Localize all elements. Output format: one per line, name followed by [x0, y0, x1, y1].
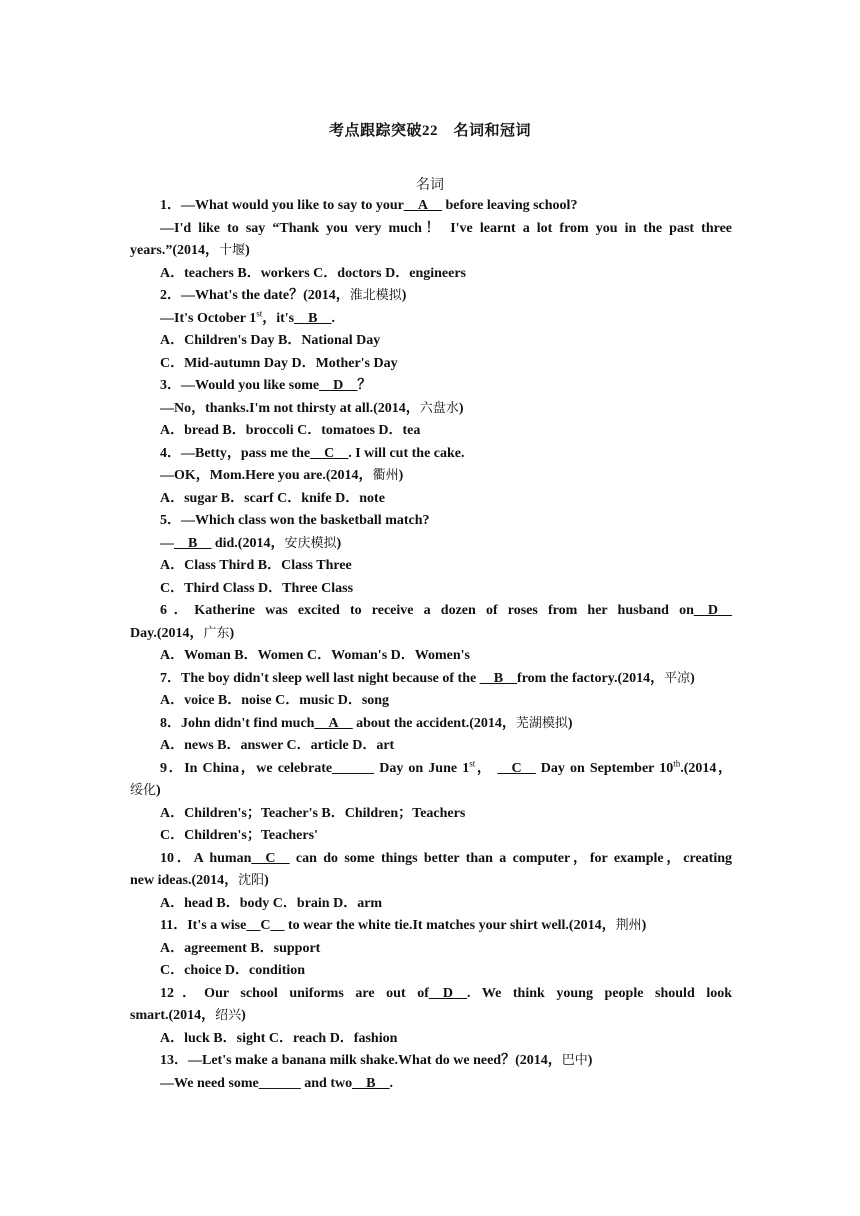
question-text: 7．The boy didn't sleep well last night because of the	[160, 670, 480, 686]
question-text: C．Mid-autumn Day D．Mother's Day	[160, 355, 398, 371]
question-text: )	[690, 670, 695, 686]
source-location: 荆州	[615, 918, 642, 933]
question-line	[130, 1050, 732, 1073]
source-location: 芜湖模拟	[515, 715, 568, 731]
question-text: —No，thanks.I'm not thirsty at all.(2014，	[160, 400, 420, 416]
question-line	[130, 668, 732, 691]
question-text: )	[245, 243, 250, 258]
question-text: .	[331, 310, 335, 326]
question-line	[130, 870, 732, 893]
question-text: smart.(2014，	[130, 1008, 216, 1023]
question-item	[130, 600, 732, 668]
question-item	[130, 915, 732, 983]
question-text: )	[264, 873, 269, 888]
question-text: years.”(2014，	[130, 243, 220, 258]
question-text: 1．—What would you like to say to your	[160, 198, 404, 213]
section-heading: 名词	[416, 178, 444, 193]
question-line	[130, 915, 732, 938]
question-text: A．teachers B．workers C．doctors D．engineers	[160, 265, 466, 281]
question-text: 4．—Betty，pass me the	[160, 445, 311, 461]
answer-blank: __A__	[314, 715, 353, 731]
source-location: 衢州	[372, 468, 399, 483]
question-text: —	[160, 535, 174, 551]
question-text: 10．A human	[160, 850, 252, 866]
answer-blank: __B__	[352, 1075, 390, 1091]
question-text: —It's October 1st，it's	[160, 307, 295, 326]
source-location: 绥化	[130, 783, 157, 798]
question-item	[130, 443, 732, 511]
question-line	[130, 353, 732, 376]
question-line	[130, 465, 732, 488]
source-location: 沈阳	[238, 873, 265, 888]
question-text: )	[398, 468, 404, 483]
question-text: 12．Our school uniforms are out of	[160, 985, 429, 1001]
question-line	[130, 893, 732, 916]
question-line	[130, 983, 732, 1006]
question-line	[130, 218, 732, 241]
question-line	[130, 600, 732, 623]
question-item	[130, 713, 732, 758]
question-text: C．Third Class D．Three Class	[160, 580, 354, 596]
question-line	[130, 443, 732, 466]
answer-blank: __D__	[693, 603, 732, 618]
question-item	[130, 375, 732, 443]
question-text: can do some things better than a computer，for example，creating	[289, 850, 733, 866]
question-text: A．sugar B．scarf C．knife D．note	[160, 490, 385, 506]
question-item	[130, 668, 732, 713]
answer-blank: __B__	[294, 310, 332, 326]
question-line	[130, 960, 732, 983]
question-text: A．head B．body C．brain D．arm	[160, 895, 383, 911]
question-text: A．Woman B．Women C．Woman's D．Women's	[160, 648, 470, 663]
question-text: —I'd like to say “Thank you very much！ I've learnt a lot from you in the past three	[160, 220, 732, 236]
question-text: C．choice D．condition	[160, 963, 306, 978]
question-text: about the accident.(2014，	[352, 715, 516, 731]
question-text: from the factory.(2014，	[517, 670, 665, 686]
source-location: 绍兴	[215, 1008, 242, 1023]
question-item	[130, 195, 732, 285]
question-line	[130, 330, 732, 353]
question-item	[130, 510, 732, 600]
source-location: 广东	[203, 625, 230, 641]
question-line	[130, 240, 732, 263]
question-text: A．news B．answer C．article D．art	[160, 738, 395, 753]
question-text: 6．Katherine was excited to receive a dozen of roses from her husband on	[160, 603, 694, 618]
source-location: 十堰	[219, 243, 246, 258]
question-text: )	[458, 400, 464, 416]
question-line	[130, 555, 732, 578]
question-text: )	[401, 288, 407, 303]
question-line	[130, 510, 732, 533]
question-text: A．voice B．noise C．music D．song	[160, 693, 390, 708]
question-text: A．Children's Day B．National Day	[160, 333, 381, 348]
question-line	[130, 375, 732, 398]
question-text: A．Class Third B．Class Three	[160, 558, 352, 573]
question-text: did.(2014，	[211, 535, 285, 551]
question-line	[130, 488, 732, 511]
question-item	[130, 285, 732, 375]
question-line	[130, 1073, 732, 1096]
question-text: )	[241, 1008, 246, 1023]
question-line	[130, 533, 732, 556]
question-text: A．agreement B．support	[160, 940, 321, 956]
question-text: )	[567, 715, 573, 731]
question-text: 3．—Would you like some	[160, 378, 320, 393]
question-line	[130, 780, 732, 803]
answer-blank: __B__	[174, 535, 212, 551]
question-line	[130, 803, 732, 826]
question-text: Day on September 10th.(2014，	[535, 757, 732, 776]
answer-blank: __C__	[251, 850, 290, 866]
question-text: 8．John didn't find much	[160, 715, 315, 731]
question-text: Day.(2014，	[130, 625, 204, 641]
question-text: —OK，Mom.Here you are.(2014，	[160, 468, 373, 483]
question-text: )	[587, 1053, 593, 1068]
answer-blank: __D__	[428, 985, 467, 1001]
question-line	[130, 420, 732, 443]
question-line	[130, 938, 732, 961]
question-text: )	[156, 783, 161, 798]
question-line	[130, 195, 732, 218]
question-line	[130, 285, 732, 308]
question-text: before leaving school?	[441, 198, 578, 213]
question-text: . I will cut the cake.	[348, 445, 465, 461]
page-title: 考点跟踪突破22 名词和冠词	[328, 123, 531, 139]
source-location: 淮北模拟	[349, 288, 402, 303]
question-text: new ideas.(2014，	[130, 873, 239, 888]
answer-blank: __D__	[319, 378, 358, 393]
question-line	[130, 735, 732, 758]
question-line	[130, 578, 732, 601]
question-line	[130, 645, 732, 668]
question-list	[130, 195, 732, 1095]
question-item	[130, 758, 732, 848]
question-text: C．Children's；Teachers'	[160, 828, 318, 843]
question-text: A．Children's；Teacher's B．Children；Teachers	[160, 805, 466, 821]
question-text: .	[389, 1075, 393, 1091]
question-line	[130, 1028, 732, 1051]
question-text: . We think young people should look	[467, 985, 732, 1001]
question-text: 11．It's a wise__C__ to wear the white tie.It matches your shirt well.(2014，	[160, 918, 616, 933]
source-location: 平凉	[664, 670, 691, 686]
answer-blank: __B__	[479, 670, 518, 686]
question-line	[130, 263, 732, 286]
source-location: 安庆模拟	[284, 535, 337, 551]
question-text: 9．In China，we celebrate______ Day on June 1st，	[160, 757, 498, 776]
question-text: 2．—What's the date？(2014，	[160, 288, 350, 303]
answer-blank: __C__	[497, 760, 536, 776]
question-item	[130, 848, 732, 916]
question-text: ？	[357, 378, 372, 393]
question-text: —We need some______ and two	[160, 1075, 353, 1091]
question-line	[130, 758, 732, 781]
question-text: )	[641, 918, 647, 933]
question-line	[130, 690, 732, 713]
question-text: )	[336, 535, 342, 551]
source-location: 六盘水	[419, 400, 459, 416]
question-line	[130, 623, 732, 646]
question-text: 5．—Which class won the basketball match?	[160, 513, 430, 528]
question-line	[130, 1005, 732, 1028]
question-text: A．bread B．broccoli C．tomatoes D．tea	[160, 423, 421, 438]
question-text: A．luck B．sight C．reach D．fashion	[160, 1030, 398, 1046]
question-line	[130, 825, 732, 848]
question-text: 13．—Let's make a banana milk shake.What do we need？(2014，	[160, 1053, 562, 1068]
question-text: )	[229, 625, 235, 641]
question-line	[130, 398, 732, 421]
question-item	[130, 983, 732, 1051]
question-line	[130, 848, 732, 871]
question-item	[130, 1050, 732, 1095]
source-location: 巴中	[561, 1053, 588, 1068]
question-line	[130, 713, 732, 736]
question-line	[130, 308, 732, 331]
answer-blank: __A__	[403, 198, 442, 213]
answer-blank: __C__	[310, 445, 349, 461]
